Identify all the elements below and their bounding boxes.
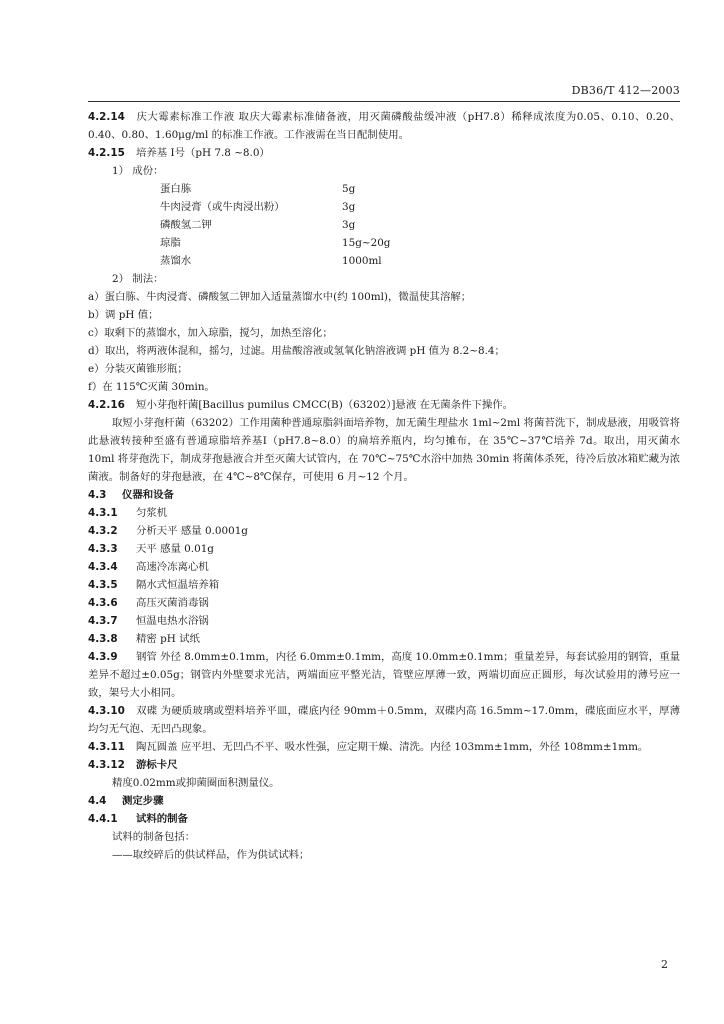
clause-number: 4.3.8 xyxy=(88,633,118,645)
clause-4-2-16 xyxy=(88,396,680,414)
clause-4-2-14 xyxy=(88,108,680,144)
clause-number: 4.3.10 xyxy=(88,705,125,717)
clause-number: 4.3.7 xyxy=(88,615,118,627)
clause-number: 4.3.11 xyxy=(88,741,125,753)
clause-text: 试料的制备 xyxy=(136,813,188,825)
method-step: d）取出，将两液体混和，摇匀，过滤。用盐酸溶液或氢氧化钠溶液调 pH 值为 8.2~8.4； xyxy=(88,345,505,357)
clause-4-3-item xyxy=(88,522,680,540)
clause-4-2-15 xyxy=(88,144,680,162)
clause-text: 天平 感量 0.01g xyxy=(136,543,214,555)
clause-text: 培养基 Ⅰ号（pH 7.8 ~8.0） xyxy=(136,147,270,159)
ingredient-row xyxy=(88,234,680,252)
method-step: b）调 pH 值； xyxy=(88,309,159,321)
page-number: 2 xyxy=(661,958,668,971)
ingredient-amount: 5g xyxy=(342,183,356,195)
clause-text: 高速冷冻离心机 xyxy=(136,561,209,573)
clause-4-4-1-line: ——取绞碎后的供试样品，作为供试试料； xyxy=(112,849,310,861)
clause-number: 4.2.14 xyxy=(88,111,125,123)
clause-text: 分析天平 感量 0.0001g xyxy=(136,525,248,537)
clause-4-3-item xyxy=(88,630,680,648)
method-step: c）取剩下的蒸馏水，加入琼脂，搅匀，加热至溶化； xyxy=(88,327,333,339)
clause-4-3-12 xyxy=(88,756,680,774)
section-number: 4.4 xyxy=(88,795,107,807)
header-rule xyxy=(88,101,680,102)
document-code-header: DB36/T 412—2003 xyxy=(571,84,680,97)
clause-text: 高压灭菌消毒锅 xyxy=(136,597,209,609)
clause-text: 陶瓦圆盖 应平坦、无凹凸不平、吸水性强，应定期干燥、清洗。内径 103mm±1mm，外径 108mm±1mm。 xyxy=(136,741,649,753)
clause-4-2-16-paragraph: 取短小芽孢杆菌（63202）工作用菌种普通琼脂斜面培养物，加无菌生理盐水 1ml~2ml 将菌苔洗下，制成悬液，用吸管将此悬液转接种至盛有普通琼脂培养基Ⅰ（pH7.8~8.0）的扁培养瓶内，均匀摊布，在 35℃~37℃培养 7d。取出，用灭菌水 10ml 将芽孢洗下，制成芽孢悬液合并至灭菌大试管内，在 70℃~75℃水浴中加热 30min 将菌体杀死，待冷后放冰箱贮藏为浓菌液。制备好的芽孢悬液，在 4℃~8℃保存，可使用 6 月~12 个月。 xyxy=(88,417,680,483)
ingredient-name: 磷酸氢二钾 xyxy=(160,219,212,231)
clause-text: 隔水式恒温培养箱 xyxy=(136,579,220,591)
method-label: 2） 制法： xyxy=(112,273,164,285)
clause-number: 4.3.12 xyxy=(88,759,125,771)
clause-4-4-1 xyxy=(88,810,680,828)
clause-4-3-item xyxy=(88,612,680,630)
clause-text: 短小芽孢杆菌[Bacillus pumilus CMCC(B)（63202）]悬液 在无菌条件下操作。 xyxy=(136,399,514,411)
section-title: 仪器和设备 xyxy=(122,489,174,501)
clause-text: 庆大霉素标准工作液 取庆大霉素标准储备液，用灭菌磷酸盐缓冲液（pH7.8）稀释成浓度为0.05、0.10、0.20、0.40、0.80、1.60μg/ml 的标准工作液。工作液需在当日配制使用。 xyxy=(88,111,680,141)
ingredient-name: 琼脂 xyxy=(160,237,181,249)
clause-4-3-item xyxy=(88,504,680,522)
clause-4-3-item xyxy=(88,594,680,612)
ingredient-name: 蒸馏水 xyxy=(160,255,192,267)
clause-number: 4.3.4 xyxy=(88,561,118,573)
ingredient-amount: 15g~20g xyxy=(342,237,391,249)
ingredient-row xyxy=(88,180,680,198)
clause-number: 4.3.9 xyxy=(88,651,118,663)
clause-4-3-item xyxy=(88,576,680,594)
ingredient-amount: 3g xyxy=(342,201,356,213)
clause-number: 4.4.1 xyxy=(88,813,118,825)
section-title: 测定步骤 xyxy=(122,795,164,807)
method-step: a）蛋白胨、牛肉浸膏、磷酸氢二钾加入适量蒸馏水中(约 100ml)，微温使其溶解； xyxy=(88,291,472,303)
section-number: 4.3 xyxy=(88,489,107,501)
method-step: f）在 115℃灭菌 30min。 xyxy=(88,381,215,393)
clause-4-3-12-paragraph: 精度0.02mm或抑菌圈面积测量仪。 xyxy=(112,777,280,789)
clause-number: 4.3.3 xyxy=(88,543,118,555)
ingredient-row xyxy=(88,216,680,234)
clause-4-3-11 xyxy=(88,738,680,756)
clause-number: 4.2.16 xyxy=(88,399,125,411)
clause-number: 4.2.15 xyxy=(88,147,125,159)
clause-number: 4.3.2 xyxy=(88,525,118,537)
clause-4-3-item xyxy=(88,558,680,576)
ingredient-amount: 1000ml xyxy=(342,255,382,267)
ingredient-amount: 3g xyxy=(342,219,356,231)
clause-4-3-10 xyxy=(88,702,680,738)
clause-text: 游标卡尺 xyxy=(136,759,178,771)
clause-text: 精密 pH 试纸 xyxy=(136,633,200,645)
clause-text: 双碟 为硬质玻璃或塑料培养平皿，碟底内径 90mm＋0.5mm，双碟内高 16.5mm~17.0mm，碟底面应水平，厚薄均匀无气泡、无凹凸现象。 xyxy=(88,705,680,735)
ingredient-name: 蛋白胨 xyxy=(160,183,192,195)
clause-4-3-9 xyxy=(88,648,680,702)
clause-number: 4.3.5 xyxy=(88,579,118,591)
clause-text: 恒温电热水浴锅 xyxy=(136,615,209,627)
section-4-4-heading xyxy=(88,792,680,810)
ingredients-label: 1） 成份： xyxy=(112,165,164,177)
clause-4-3-item xyxy=(88,540,680,558)
ingredient-row xyxy=(88,198,680,216)
method-step: e）分装灭菌锥形瓶； xyxy=(88,363,188,375)
clause-number: 4.3.1 xyxy=(88,507,118,519)
clause-text: 匀浆机 xyxy=(136,507,168,519)
clause-text: 钢管 外径 8.0mm±0.1mm，内径 6.0mm±0.1mm，高度 10.0mm±0.1mm；重量差异，每套试验用的钢管，重量差异不超过±0.05g；钢管内外壁要求光洁，两端面应平整光洁，管壁应厚薄一致，两端切面应正圆形，每次试验用的薄号应一致，架号大小相同。 xyxy=(88,651,680,699)
document-body xyxy=(88,108,680,864)
ingredient-name: 牛肉浸膏（或牛肉浸出粉） xyxy=(160,201,285,213)
ingredient-row xyxy=(88,252,680,270)
clause-number: 4.3.6 xyxy=(88,597,118,609)
section-4-3-heading xyxy=(88,486,680,504)
clause-4-4-1-line: 试料的制备包括： xyxy=(112,831,196,843)
